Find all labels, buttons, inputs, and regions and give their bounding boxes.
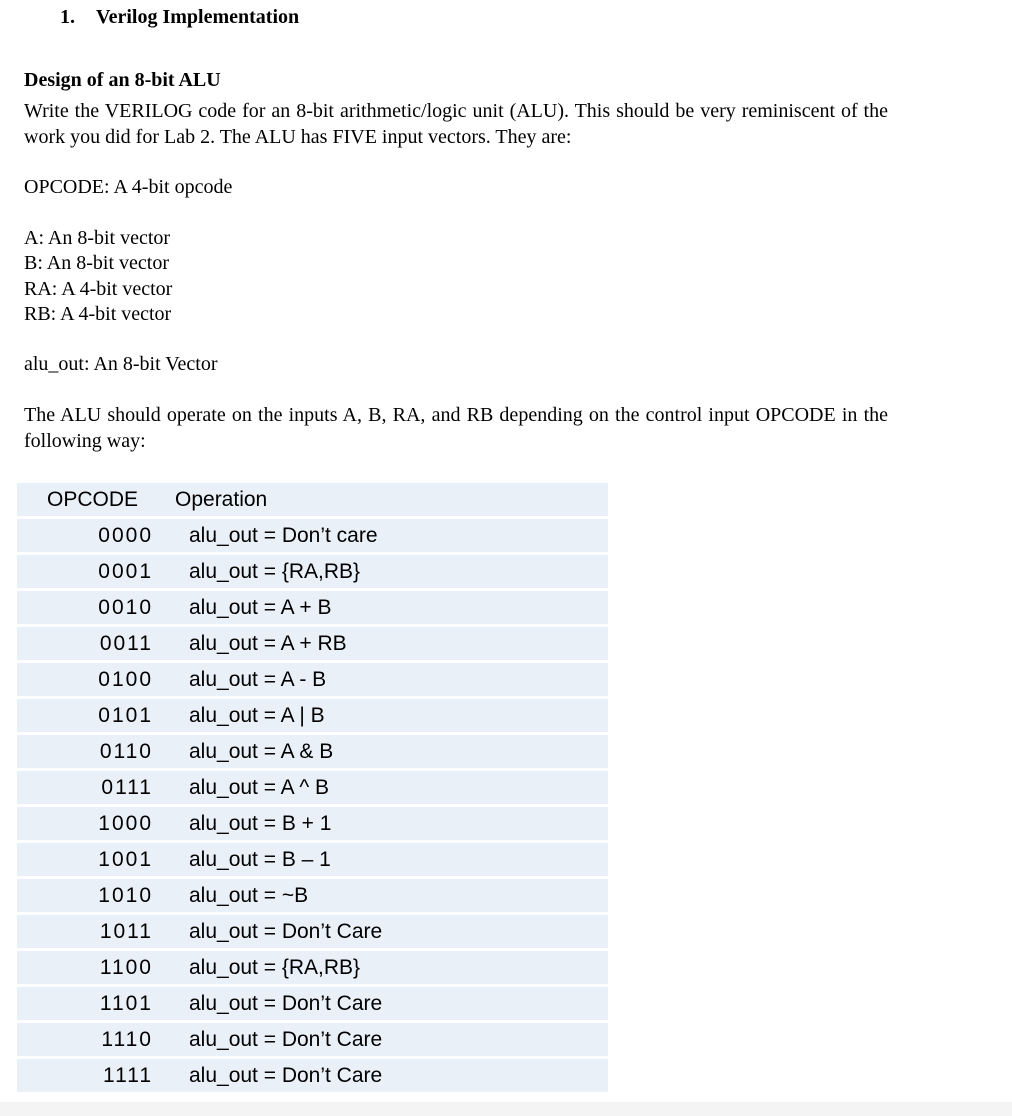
header-opcode: OPCODE <box>17 483 169 516</box>
table-row <box>17 771 608 804</box>
header-operation: Operation <box>169 483 608 516</box>
opcode-cell: 0010 <box>17 591 169 624</box>
page-bottom-shade <box>0 1102 1012 1116</box>
opcode-cell: 0011 <box>17 627 169 660</box>
opcode-cell: 1110 <box>17 1023 169 1056</box>
operation-cell: alu_out = A | B <box>169 699 608 732</box>
opcode-cell: 1111 <box>17 1059 169 1092</box>
operation-cell: alu_out = Don’t Care <box>169 1059 608 1092</box>
operation-cell: alu_out = B – 1 <box>169 843 608 876</box>
operation-cell: alu_out = ~B <box>169 879 608 912</box>
operation-cell: alu_out = A - B <box>169 663 608 696</box>
opcode-cell: 0100 <box>17 663 169 696</box>
table-body <box>17 519 608 1092</box>
intro-paragraph: Write the VERILOG code for an 8-bit arithmetic/logic unit (ALU). This should be very reminiscent of the work you did for Lab 2. The ALU has FIVE input vectors. They are: <box>24 100 888 148</box>
operation-cell: alu_out = A + RB <box>169 627 608 660</box>
section-title: Verilog Implementation <box>96 6 300 28</box>
table-row <box>17 699 608 732</box>
opcode-cell: 1011 <box>17 915 169 948</box>
opcode-cell: 0101 <box>17 699 169 732</box>
operation-cell: alu_out = {RA,RB} <box>169 555 608 588</box>
operation-cell: alu_out = A ^ B <box>169 771 608 804</box>
operation-paragraph: The ALU should operate on the inputs A, B, RA, and RB depending on the control input OPCODE in the following way: <box>24 404 888 452</box>
section-heading <box>60 6 299 29</box>
opcode-cell: 1101 <box>17 987 169 1020</box>
opcode-cell: 1010 <box>17 879 169 912</box>
table-row <box>17 951 608 984</box>
table-row <box>17 627 608 660</box>
opcode-table <box>17 480 608 1095</box>
opcode-cell: 1100 <box>17 951 169 984</box>
table-header-row <box>17 483 608 516</box>
input-a-line: A: An 8-bit vector <box>24 227 171 249</box>
table-row <box>17 1059 608 1092</box>
table-row <box>17 915 608 948</box>
operation-cell: alu_out = Don’t care <box>169 519 608 552</box>
input-opcode-line: OPCODE: A 4-bit opcode <box>24 176 233 198</box>
operation-cell: alu_out = Don’t Care <box>169 1023 608 1056</box>
table-row <box>17 735 608 768</box>
table-row <box>17 663 608 696</box>
input-rb-line: RB: A 4-bit vector <box>24 303 172 325</box>
operation-cell: alu_out = Don’t Care <box>169 915 608 948</box>
input-ra-line: RA: A 4-bit vector <box>24 278 173 300</box>
input-b-line: B: An 8-bit vector <box>24 252 169 274</box>
table-row <box>17 519 608 552</box>
table-row <box>17 591 608 624</box>
opcode-cell: 0000 <box>17 519 169 552</box>
table-row <box>17 879 608 912</box>
table-row <box>17 987 608 1020</box>
table-row <box>17 807 608 840</box>
opcode-cell: 0111 <box>17 771 169 804</box>
opcode-cell: 1001 <box>17 843 169 876</box>
section-number: 1. <box>60 6 75 28</box>
opcode-cell: 1000 <box>17 807 169 840</box>
opcode-cell: 0110 <box>17 735 169 768</box>
operation-cell: alu_out = A + B <box>169 591 608 624</box>
operation-cell: alu_out = {RA,RB} <box>169 951 608 984</box>
operation-cell: alu_out = B + 1 <box>169 807 608 840</box>
output-alu-out-line: alu_out: An 8-bit Vector <box>24 353 218 375</box>
table-row <box>17 1023 608 1056</box>
opcode-cell: 0001 <box>17 555 169 588</box>
design-heading: Design of an 8-bit ALU <box>24 69 221 91</box>
table-row <box>17 843 608 876</box>
operation-cell: alu_out = A & B <box>169 735 608 768</box>
table-row <box>17 555 608 588</box>
operation-cell: alu_out = Don’t Care <box>169 987 608 1020</box>
